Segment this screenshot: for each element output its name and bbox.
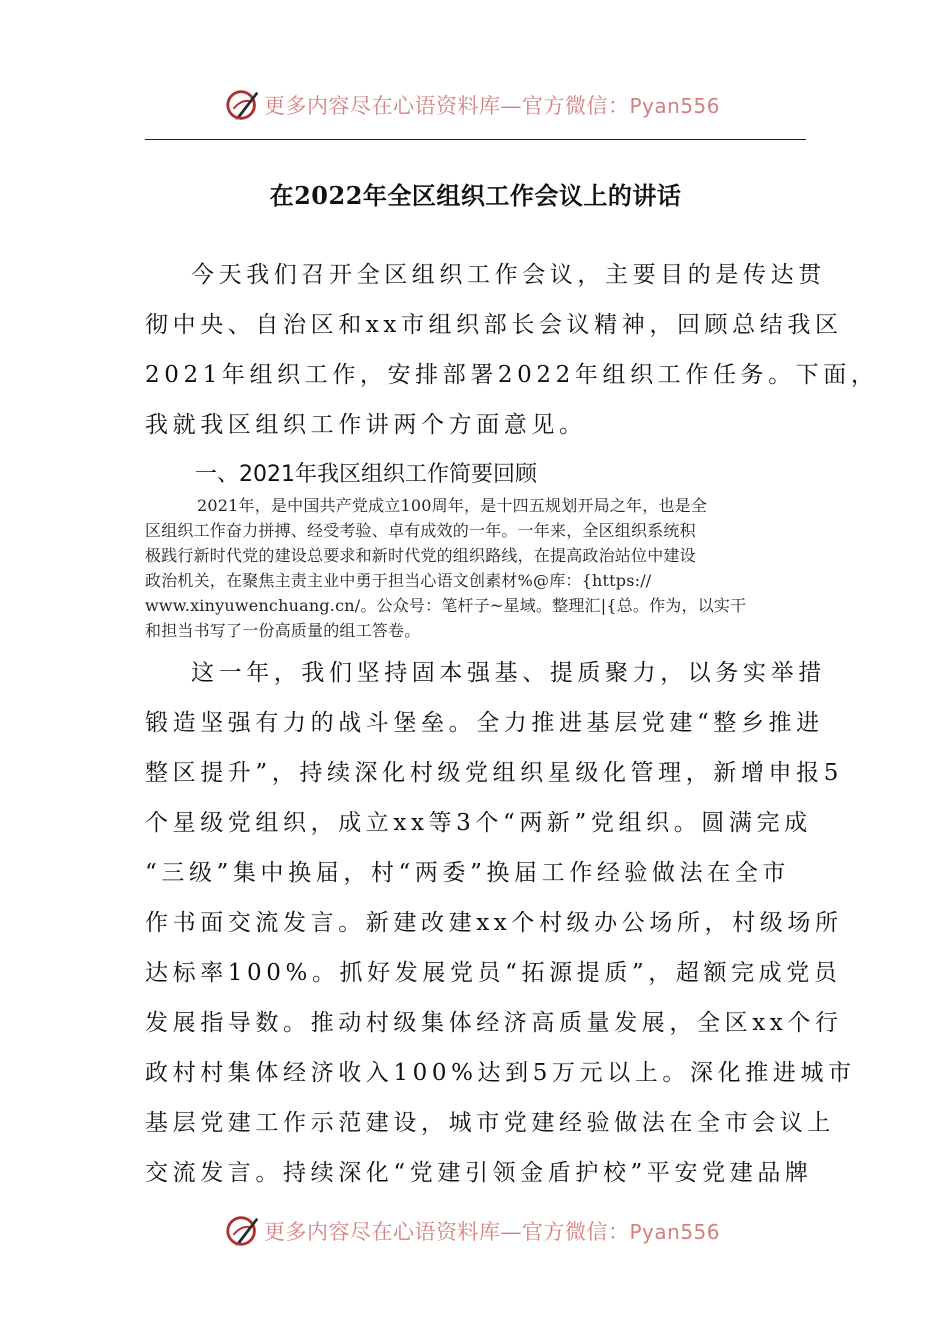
intro-line: 2021年组织工作，安排部署2022年组织工作任务。下面， bbox=[145, 362, 879, 388]
pen-logo-icon bbox=[224, 1212, 262, 1250]
small-text-line: www.xinyuwenchuang.cn/。公众号：笔杆子~星域。整理汇|{总。作为，以实干 bbox=[145, 596, 747, 615]
header-divider bbox=[145, 139, 806, 140]
watermark-text bbox=[264, 90, 720, 120]
watermark-label: 更多内容尽在心语资料库—官方微信： bbox=[264, 94, 630, 118]
body-line: 交流发言。持续深化“党建引领金盾护校”平安党建品牌 bbox=[145, 1160, 813, 1186]
watermark-text bbox=[264, 1216, 720, 1246]
body-line: 发展指导数。推动村级集体经济高质量发展，全区xx个行 bbox=[145, 1010, 843, 1036]
small-text-line: 2021年，是中国共产党成立100周年，是十四五规划开局之年，也是全 bbox=[197, 496, 708, 515]
intro-line: 我就我区组织工作讲两个方面意见。 bbox=[145, 412, 587, 438]
intro-line: 今天我们召开全区组织工作会议，主要目的是传达贯 bbox=[191, 262, 826, 288]
header-watermark-banner bbox=[0, 84, 950, 124]
body-line: 这一年，我们坚持固本强基、提质聚力，以务实举措 bbox=[191, 660, 826, 686]
body-line: 整区提升”，持续深化村级党组织星级化管理，新增申报5 bbox=[145, 760, 843, 786]
section-heading: 一、2021年我区组织工作简要回顾 bbox=[195, 462, 537, 487]
intro-line: 彻中央、自治区和xx市组织部长会议精神，回顾总结我区 bbox=[145, 312, 843, 338]
wechat-id: Pyan556 bbox=[629, 1220, 721, 1244]
body-line: 基层党建工作示范建设，城市党建经验做法在全市会议上 bbox=[145, 1110, 835, 1136]
body-line: 个星级党组织，成立xx等3个“两新”党组织。圆满完成 bbox=[145, 810, 812, 836]
document-title: 在2022年全区组织工作会议上的讲话 bbox=[269, 181, 682, 210]
small-text-line: 极践行新时代党的建设总要求和新时代党的组织路线，在提高政治站位中建设 bbox=[145, 546, 696, 565]
body-line: 达标率100%。抓好发展党员“拓源提质”，超额完成党员 bbox=[145, 960, 842, 986]
body-line: 政村村集体经济收入100%达到5万元以上。深化推进城市 bbox=[145, 1060, 856, 1086]
pen-logo-icon bbox=[224, 86, 262, 124]
body-line: 作书面交流发言。新建改建xx个村级办公场所，村级场所 bbox=[145, 910, 843, 936]
body-line: 锻造坚强有力的战斗堡垒。全力推进基层党建“整乡推进 bbox=[145, 710, 824, 736]
footer-watermark-banner bbox=[0, 1210, 950, 1250]
small-text-line: 政治机关，在聚焦主责主业中勇于担当心语文创素材%@库：{https:// bbox=[145, 571, 652, 590]
small-text-line: 和担当书写了一份高质量的组工答卷。 bbox=[145, 621, 421, 640]
wechat-id: Pyan556 bbox=[629, 94, 721, 118]
body-line: “三级”集中换届，村“两委”换届工作经验做法在全市 bbox=[145, 860, 791, 886]
small-text-line: 区组织工作奋力拼搏、经受考验、卓有成效的一年。一年来，全区组织系统积 bbox=[145, 521, 696, 540]
watermark-label: 更多内容尽在心语资料库—官方微信： bbox=[264, 1220, 630, 1244]
